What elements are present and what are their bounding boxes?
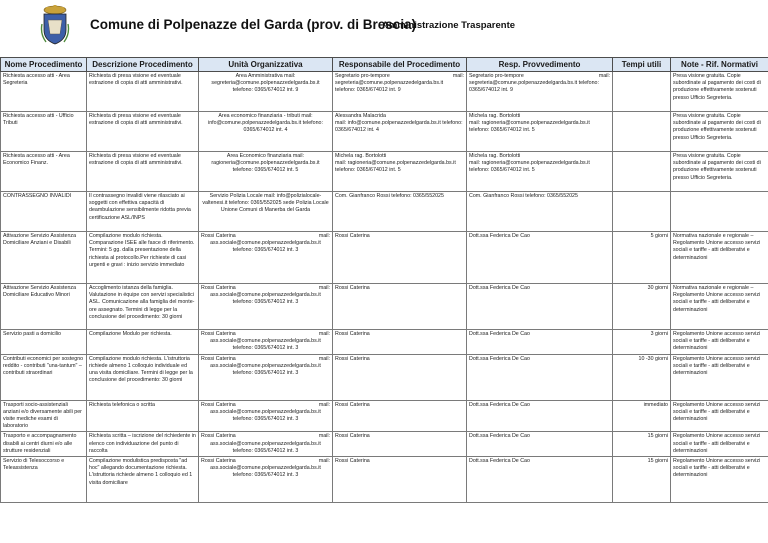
cell-note: Presa visione gratuita. Copie subordinate al pagamento dei costi di produzione effettivamente sostenuti presso Ufficio Segreteria. — [671, 72, 768, 112]
cell-note: Regolamento Unione accesso servizi sociali e tariffe - atti deliberativi e determinazioni — [671, 432, 768, 457]
cell-nome: CONTRASSEGNO INVALIDI — [1, 192, 87, 232]
cell-tempi — [613, 112, 671, 152]
cell-unita — [199, 330, 333, 355]
cell-tempi — [613, 72, 671, 112]
cell-tempi: 10 -30 giorni — [613, 354, 671, 400]
cell-unita: Area Economico finanziaria mail: ragioneria@comune.polpenazzedelgarda.bs.it telefono: 0365/674012 int. 5 — [199, 152, 333, 192]
prov-contact: mail: ragioneria@comune.polpenazzedelgarda.bs.it telefono: 0365/674012 int. 5 — [469, 120, 590, 134]
cell-responsabile: Rossi Caterina — [333, 232, 467, 284]
procedures-table — [0, 57, 768, 503]
cell-provvedimento: Dott.ssa Federica De Cao — [467, 284, 613, 330]
cell-provvedimento — [467, 72, 613, 112]
uo-contact: ass.sociale@comune.polpenazzedelgarda.bs.it telefono: 0365/674012 int. 3 — [210, 240, 321, 254]
cell-note: Regolamento Unione accesso servizi sociali e tariffe - atti deliberativi e determinazioni — [671, 354, 768, 400]
uo-mail-label: mail: — [318, 355, 330, 362]
resp-contact: segreteria@comune.polpenazzedelgarda.bs.it telefono: 0365/674012 int. 9 — [335, 80, 444, 94]
uo-mail-label: mail: — [318, 433, 330, 440]
uo-name: Rossi Caterina — [201, 331, 236, 337]
municipal-coat-of-arms-icon — [40, 4, 70, 46]
resp-name: Alessandra Malacrida — [335, 113, 386, 119]
cell-provvedimento: Dott.ssa Federica De Cao — [467, 354, 613, 400]
cell-nome: Trasporti socio-assistenziali anziani e/o diversamente abili per visite mediche esami di laboratorio — [1, 400, 87, 432]
table-row — [1, 354, 768, 400]
column-header-note: Note - Rif. Normativi — [671, 58, 768, 72]
cell-descrizione: Il contrassegno invalidi viene rilasciato ai soggetti con effettiva capacità di deambulazione sensibilmente ridotta previa certificazione ASL/INPS — [87, 192, 199, 232]
cell-descrizione: Compilazione Modulo per richiesta. — [87, 330, 199, 355]
cell-unita — [199, 400, 333, 432]
uo-contact: ass.sociale@comune.polpenazzedelgarda.bs.it telefono: 0365/674012 int. 3 — [210, 440, 321, 454]
cell-provvedimento: Dott.ssa Federica De Cao — [467, 330, 613, 355]
cell-note: Normativa nazionale e regionale – Regolamento Unione accesso servizi sociali e tariffe - atti deliberativi e determinazioni — [671, 284, 768, 330]
cell-unita — [199, 354, 333, 400]
cell-descrizione: Compilazione modulo richiesta. L'istruttoria richiede almeno 1 colloquio individuale ed una visita domiciliare. Termini di legge per la conclusione del procedimento: 30 giorni — [87, 354, 199, 400]
cell-provvedimento: Com. Gianfranco Rossi telefono: 0365/552025 — [467, 192, 613, 232]
cell-nome: Richiesta accesso atti - Area Segreteria — [1, 72, 87, 112]
cell-provvedimento: Dott.ssa Federica De Cao — [467, 457, 613, 503]
uo-mail-label: mail: — [318, 331, 330, 337]
cell-responsabile: Rossi Caterina — [333, 432, 467, 457]
resp-contact: mail: info@comune.polpenazzedelgarda.bs.it telefono: 0365/674012 int. 4 — [335, 120, 463, 134]
table-row — [1, 152, 768, 192]
cell-descrizione: Richiesta di presa visione ed eventuale estrazione di copia di atti amministrativi. — [87, 152, 199, 192]
cell-unita — [199, 284, 333, 330]
cell-responsabile: Rossi Caterina — [333, 330, 467, 355]
uo-mail-label: mail: — [318, 233, 330, 239]
cell-note: Regolamento Unione accesso servizi sociali e tariffe - atti deliberativi e determinazioni — [671, 330, 768, 355]
cell-note: Regolamento Unione accesso servizi sociali e tariffe - atti deliberativi e determinazioni — [671, 400, 768, 432]
column-header-provvedimento: Resp. Provvedimento — [467, 58, 613, 72]
uo-name: Rossi Caterina — [201, 458, 236, 465]
cell-provvedimento: Dott.ssa Federica De Cao — [467, 232, 613, 284]
uo-mail-label: mail: — [318, 458, 330, 465]
cell-nome: Richiesta accesso atti - Ufficio Tributi — [1, 112, 87, 152]
cell-provvedimento — [467, 112, 613, 152]
uo-mail-label: mail: — [318, 401, 330, 408]
uo-contact: ass.sociale@comune.polpenazzedelgarda.bs.it telefono: 0365/674012 int. 3 — [210, 465, 321, 479]
cell-unita — [199, 432, 333, 457]
cell-provvedimento: Dott.ssa Federica De Cao — [467, 400, 613, 432]
cell-nome: Trasporto e accompagnamento disabili ai centri diurni e/o alle strutture residenziali — [1, 432, 87, 457]
cell-responsabile — [333, 72, 467, 112]
uo-name: Rossi Caterina — [201, 433, 236, 440]
table-row — [1, 192, 768, 232]
table-row — [1, 284, 768, 330]
cell-note: Presa visione gratuita. Copie subordinate al pagamento dei costi di produzione effettivamente sostenuti presso Ufficio Segreteria. — [671, 112, 768, 152]
table-row — [1, 72, 768, 112]
cell-tempi: 30 giorni — [613, 284, 671, 330]
cell-unita: Area Amministrativa mail: segreteria@comune.polpenazzedelgarda.bs.it telefono: 0365/674012 int. 9 — [199, 72, 333, 112]
prov-name: Michela rag. Bortolotti — [469, 153, 521, 159]
uo-mail-label: mail: — [318, 285, 330, 291]
cell-provvedimento — [467, 152, 613, 192]
cell-provvedimento: Dott.ssa Federica De Cao — [467, 432, 613, 457]
resp-name: Michela rag. Bortolotti — [335, 153, 387, 159]
cell-tempi — [613, 152, 671, 192]
cell-note: Normativa nazionale e regionale – Regolamento Unione accesso servizi sociali e tariffe - atti deliberativi e determinazioni — [671, 232, 768, 284]
resp-mail-label: mail: — [452, 73, 464, 79]
table-row — [1, 432, 768, 457]
uo-name: Rossi Caterina — [201, 401, 236, 408]
cell-tempi: 3 giorni — [613, 330, 671, 355]
cell-descrizione: Compilazione modulo richiesta. Comparazione ISEE alle fasce di riferimento. Termini: 5 gg. dalla presentazione della richiesta al protocollo.Per richieste di casi urgenti e gravi : inizio servizio immediato — [87, 232, 199, 284]
cell-responsabile — [333, 152, 467, 192]
resp-name: Segretario pro-tempore — [335, 73, 390, 79]
cell-tempi: 15 giorni — [613, 432, 671, 457]
prov-contact: segreteria@comune.polpenazzedelgarda.bs.it telefono: 0365/674012 int. 9 — [469, 80, 599, 94]
cell-responsabile: Rossi Caterina — [333, 354, 467, 400]
prov-mail-label: mail: — [598, 73, 610, 79]
cell-nome: Attivazione Servizio Assistenza Domiciliare Anziani e Disabili — [1, 232, 87, 284]
cell-tempi: 15 giorni — [613, 457, 671, 503]
cell-note — [671, 192, 768, 232]
column-header-responsabile: Responsabile del Procedimento — [333, 58, 467, 72]
cell-tempi — [613, 192, 671, 232]
page-title: Comune di Polpenazze del Garda (prov. di Brescia) — [90, 17, 417, 32]
cell-unita — [199, 232, 333, 284]
cell-responsabile: Rossi Caterina — [333, 400, 467, 432]
column-header-unita: Unità Organizzativa — [199, 58, 333, 72]
cell-descrizione: Accoglimento istanza della famiglia. Valutazione in équipe con servizi specialistici ASL. Comunicazione alla famiglia del monte-ore assegnato. Termini di legge per la conclusione del procedimento: 30 giorni — [87, 284, 199, 330]
table-row — [1, 232, 768, 284]
cell-descrizione: Richiesta scritta – iscrizione del richiedente in elenco con individuazione del punto di raccolta — [87, 432, 199, 457]
uo-contact: ass.sociale@comune.polpenazzedelgarda.bs.it telefono: 0365/674012 int. 3 — [210, 362, 321, 377]
table-row — [1, 457, 768, 503]
cell-nome: Richiesta accesso atti - Area Economico Finanz. — [1, 152, 87, 192]
cell-note: Regolamento Unione accesso servizi sociali e tariffe - atti deliberativi e determinazioni — [671, 457, 768, 503]
table-row — [1, 400, 768, 432]
column-header-nome: Nome Procedimento — [1, 58, 87, 72]
cell-nome: Servizio di Telesoccorso e Teleassistenza — [1, 457, 87, 503]
uo-contact: ass.sociale@comune.polpenazzedelgarda.bs.it telefono: 0365/674012 int. 3 — [210, 338, 321, 352]
cell-descrizione: Compilazione modulistica predisposta "ad hoc" allegando documentazione richiesta. L'istruttoria richiede almeno 1 colloquio ed 1 visita domiciliare — [87, 457, 199, 503]
cell-nome: Servizio pasti a domicilio — [1, 330, 87, 355]
cell-nome: Contributi economici per sostegno reddito - contributi "una-tantum" – contributi straordinari — [1, 354, 87, 400]
uo-name: Rossi Caterina — [201, 355, 236, 362]
cell-descrizione: Richiesta di presa visione ed eventuale estrazione di copia di atti amministrativi. — [87, 72, 199, 112]
prov-contact: mail: ragioneria@comune.polpenazzedelgarda.bs.it telefono: 0365/674012 int. 5 — [469, 160, 590, 174]
cell-unita — [199, 457, 333, 503]
cell-responsabile: Rossi Caterina — [333, 284, 467, 330]
column-header-tempi: Tempi utili — [613, 58, 671, 72]
uo-contact: ass.sociale@comune.polpenazzedelgarda.bs.it telefono: 0365/674012 int. 3 — [210, 408, 321, 423]
cell-unita: Area economico finanziaria - tributi mail: info@comune.polpenazzedelgarda.bs.it telefono: 0365/674012 int. 4 — [199, 112, 333, 152]
table-row — [1, 112, 768, 152]
cell-nome: Attivazione Servizio Assistenza Domiciliare Educativo Minori — [1, 284, 87, 330]
cell-responsabile: Rossi Caterina — [333, 457, 467, 503]
cell-responsabile — [333, 112, 467, 152]
column-header-descrizione: Descrizione Procedimento — [87, 58, 199, 72]
cell-descrizione: Richiesta telefonica o scritta — [87, 400, 199, 432]
cell-unita: Servizio Polizia Locale mail: info@polizialocale-valtenesi.it telefono: 0365/552025 sede Polizia Locale Unione Comuni di Manerba del Garda — [199, 192, 333, 232]
table-header-row — [1, 58, 768, 72]
prov-name: Michela rag. Bortolotti — [469, 113, 521, 119]
uo-name: Rossi Caterina — [201, 285, 236, 291]
resp-contact: mail: ragioneria@comune.polpenazzedelgarda.bs.it telefono: 0365/674012 int. 5 — [335, 160, 456, 174]
cell-tempi: 5 giorni — [613, 232, 671, 284]
page-subtitle: Amministrazione Trasparente — [382, 20, 516, 31]
uo-name: Rossi Caterina — [201, 233, 236, 239]
cell-note: Presa visione gratuita. Copie subordinate al pagamento dei costi di produzione effettivamente sostenuti presso Ufficio Segreteria. — [671, 152, 768, 192]
prov-name: Segretario pro-tempore — [469, 73, 524, 79]
cell-descrizione: Richiesta di presa visione ed eventuale estrazione di copia di atti amministrativi. — [87, 112, 199, 152]
uo-contact: ass.sociale@comune.polpenazzedelgarda.bs.it telefono: 0365/674012 int. 3 — [210, 292, 321, 306]
table-row — [1, 330, 768, 355]
cell-responsabile: Com. Gianfranco Rossi telefono: 0365/552025 — [333, 192, 467, 232]
cell-tempi: immediato — [613, 400, 671, 432]
